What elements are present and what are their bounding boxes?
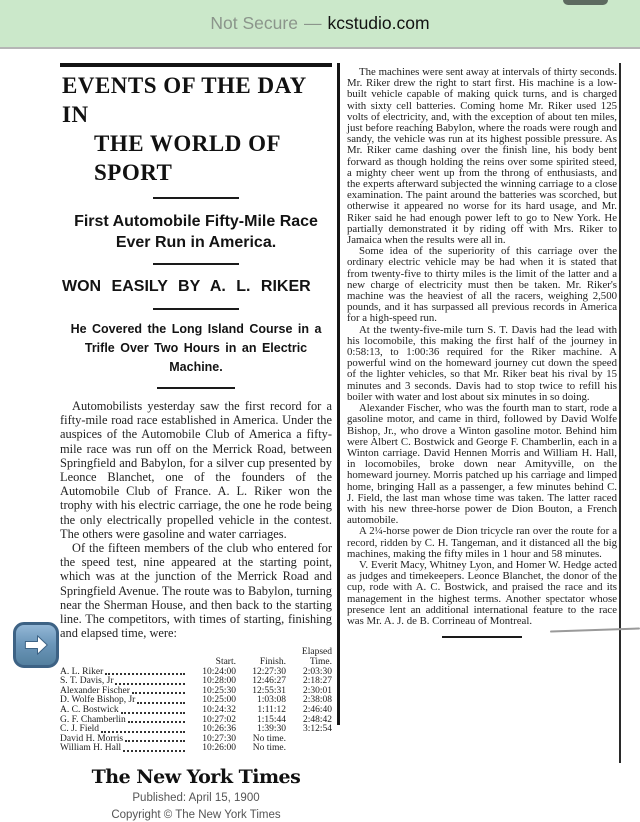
- finish-time: No time.: [252, 733, 286, 744]
- elapsed-time: 2:18:27: [302, 676, 332, 687]
- paragraph: Automobilists yesterday saw the first record for a fifty-mile road race established in America. Under the auspices of the Automobile Club of America a fifty-mile race was run off on the Merrick Road, between Springfield and Babylon, for a silver cup presented by Leonce Blanchet, one of the founders of the Automobile Club of France. A. L. Riker won the trophy with his electric carriage, the one he rode being the only electrically propelled vehicle in the contest. The others were gasoline and water carriages.: [60, 399, 332, 541]
- competitor-name: A. L. Riker: [60, 666, 104, 677]
- browser-chrome-fragment: [563, 0, 608, 5]
- deck-long-island: He Covered the Long Island Course in a Trifle Over Two Hours in an Electric Machine.: [70, 322, 322, 374]
- start-time: 10:27:30: [202, 733, 236, 744]
- arrow-right-icon: [21, 630, 51, 660]
- next-page-button[interactable]: [13, 622, 59, 668]
- results-table: [60, 648, 332, 754]
- nyt-footer: [60, 766, 332, 822]
- finish-time: 1:03:08: [256, 695, 286, 706]
- competitor-name: S. T. Davis, Jr: [60, 676, 114, 687]
- finish-time: 12:27:30: [252, 666, 286, 677]
- competitor-name: William H. Hall: [60, 743, 122, 754]
- competitor-name: David H. Morris: [60, 733, 124, 744]
- elapsed-time: 2:03:30: [302, 666, 332, 677]
- left-column: [60, 63, 332, 822]
- start-time: 10:26:36: [202, 724, 236, 735]
- finish-time: 12:46:27: [252, 676, 286, 687]
- competitor-name: A. C. Bostwick: [60, 705, 119, 716]
- security-label: Not Secure: [210, 13, 298, 33]
- competitor-name: G. F. Chamberlin: [60, 714, 126, 725]
- paragraph: Of the fifteen members of the club who entered for the speed test, nine appeared at the starting point, which was at the junction of the Merrick Road and Springfield Avenue. The route was to Babylon, turning near the Sherman House, and then back to the starting line. The competitors, with times of starting, finishing and elapsed time, were:: [60, 541, 332, 641]
- column-rule-right: [619, 63, 621, 763]
- finish-time: 12:55:31: [252, 685, 286, 696]
- deck-first-race: First Automobile Fifty-Mile Race Ever Run in America.: [74, 213, 318, 251]
- paragraph: At the twenty-five-mile turn S. T. Davis had the lead with his locomobile, this making the first half of the journey in 0:58:13, to 1:00:36 required for the Riker machine. A powerful wind on the homeward journey cut down the speed of the lighter vehicles, so that Mr. Riker beat his rival by 15 minutes and 3 seconds. Davis had to stop twice to refill his boiler with water and lost about six minutes in so doing.: [347, 323, 617, 403]
- headline-line-1: EVENTS OF THE DAY IN: [62, 73, 306, 127]
- copyright-line: Copyright © The New York Times: [111, 808, 281, 821]
- elapsed-time: 2:38:08: [302, 695, 332, 706]
- start-time: 10:25:00: [202, 695, 236, 706]
- header-elapsed-bottom: Time.: [309, 657, 332, 668]
- table-header-elapsed: [60, 648, 332, 658]
- start-time: 10:24:00: [202, 666, 236, 677]
- right-column: [347, 67, 617, 638]
- paragraph: The machines were sent away at intervals of thirty seconds. Mr. Riker drew the right to start first. His machine is a low-built vehicle capable of making quick turns, and is charged with sixty cell batteries. Coming home Mr. Riker used 125 volts of electricity, and, with the exception of about ten miles, just before reaching Babylon, where the roads were rough and sandy, the vehicle was run at its highest possible pressure. As Mr. Riker came dashing over the finish line, his body bent forward as though holding the reins over some spirited steed, a mighty cheer went up from the throng of enthusiasts, and the experts afterward subjected the winning carriage to a close examination. The paint around the batteries was scorched, but otherwise it appeared no worse for its hard usage, and Mr. Riker said he had enough power left to go to New York. He partially demonstrated it by riding off with Mrs. Riker to Jamaica when the results were all in.: [347, 66, 617, 247]
- deck-won-easily: WON EASILY BY A. L. RIKER: [62, 278, 311, 295]
- nyt-logo: The New York Times: [91, 765, 301, 788]
- start-time: 10:27:02: [202, 714, 236, 725]
- article-scan: [0, 51, 640, 821]
- elapsed-time: 2:48:42: [302, 714, 332, 725]
- elapsed-time: 2:46:40: [302, 705, 332, 716]
- start-time: 10:26:00: [202, 743, 236, 754]
- paragraph: Some idea of the superiority of this carriage over the ordinary electric vehicle may be had when it is stated that from twenty-five to thirty miles is the limit of the latter and a new charge of electricity must then be taken. Mr. Riker's machine was the heaviest of all the racers, weighing 2,500 pounds, and it has surpassed all previous records in America for a high-speed run.: [347, 245, 617, 325]
- published-date: Published: April 15, 1900: [132, 791, 260, 804]
- section-divider: [157, 387, 235, 389]
- paragraph: A 2¼-horse power de Dion tricycle ran over the route for a record, ridden by C. H. Tangeman, and it distanced all the big machines, making the fifty miles in 1 hour and 58 minutes.: [347, 525, 617, 560]
- section-divider: [153, 308, 239, 310]
- competitor-name: Alexander Fischer: [60, 685, 130, 696]
- left-body-text: [60, 399, 332, 640]
- finish-time: 1:39:30: [256, 724, 286, 735]
- section-divider: [153, 263, 239, 265]
- headline-block: [60, 63, 332, 187]
- header-elapsed-top: Elapsed: [301, 647, 332, 658]
- column-rule-center: [337, 63, 340, 725]
- table-row: [60, 744, 332, 754]
- start-time: 10:28:00: [202, 676, 236, 687]
- header-start: Start.: [215, 657, 236, 668]
- section-divider: [153, 197, 239, 199]
- browser-address-bar[interactable]: [0, 0, 640, 49]
- elapsed-time: 3:12:54: [302, 724, 332, 735]
- table-row: [60, 716, 332, 726]
- article-end-divider: [442, 636, 522, 638]
- url-domain[interactable]: kcstudio.com: [327, 13, 430, 33]
- headline-line-2: THE WORLD OF SPORT: [94, 131, 281, 185]
- elapsed-time: 2:30:01: [302, 685, 332, 696]
- start-time: 10:24:32: [202, 705, 236, 716]
- finish-time: No time.: [252, 743, 286, 754]
- finish-time: 1:15:44: [256, 714, 286, 725]
- start-time: 10:25:30: [202, 685, 236, 696]
- competitor-name: C. J. Field: [60, 724, 100, 735]
- header-finish: Finish.: [259, 657, 286, 668]
- paragraph: Alexander Fischer, who was the fourth man to start, rode a gasoline motor, and came in third, followed by David Wolfe Bishop, Jr., who drove a Winton gasoline motor. Behind him were Albert C. Bostwick and George F. Chamberlin, each in a Winton carriage. David Hennen Morris and William H. Hall, in locomobiles, broke down near Amityville, on the homeward journey. Morris patched up his carriage and limped home, bringing Hall as a passenger, a few minutes behind C. J. Field, the last man whose time was taken. The latter raced with his new three-horse power de Dion Bouton, a French automobile.: [347, 402, 617, 527]
- paragraph: V. Everit Macy, Whitney Lyon, and Homer W. Hedge acted as judges and timekeepers. Leonce Blanchet, the donor of the cup, rode with A. C. Bostwick, and praised the race and its management in the highest terms. Another spectator whose presence lent an additional international feature to the race was Mr. A. J. de B. Corrineau of Montreal.: [347, 558, 617, 627]
- finish-time: 1:11:12: [257, 705, 286, 716]
- security-separator: —: [303, 13, 322, 33]
- competitor-name: D. Wolfe Bishop, Jr: [60, 695, 136, 706]
